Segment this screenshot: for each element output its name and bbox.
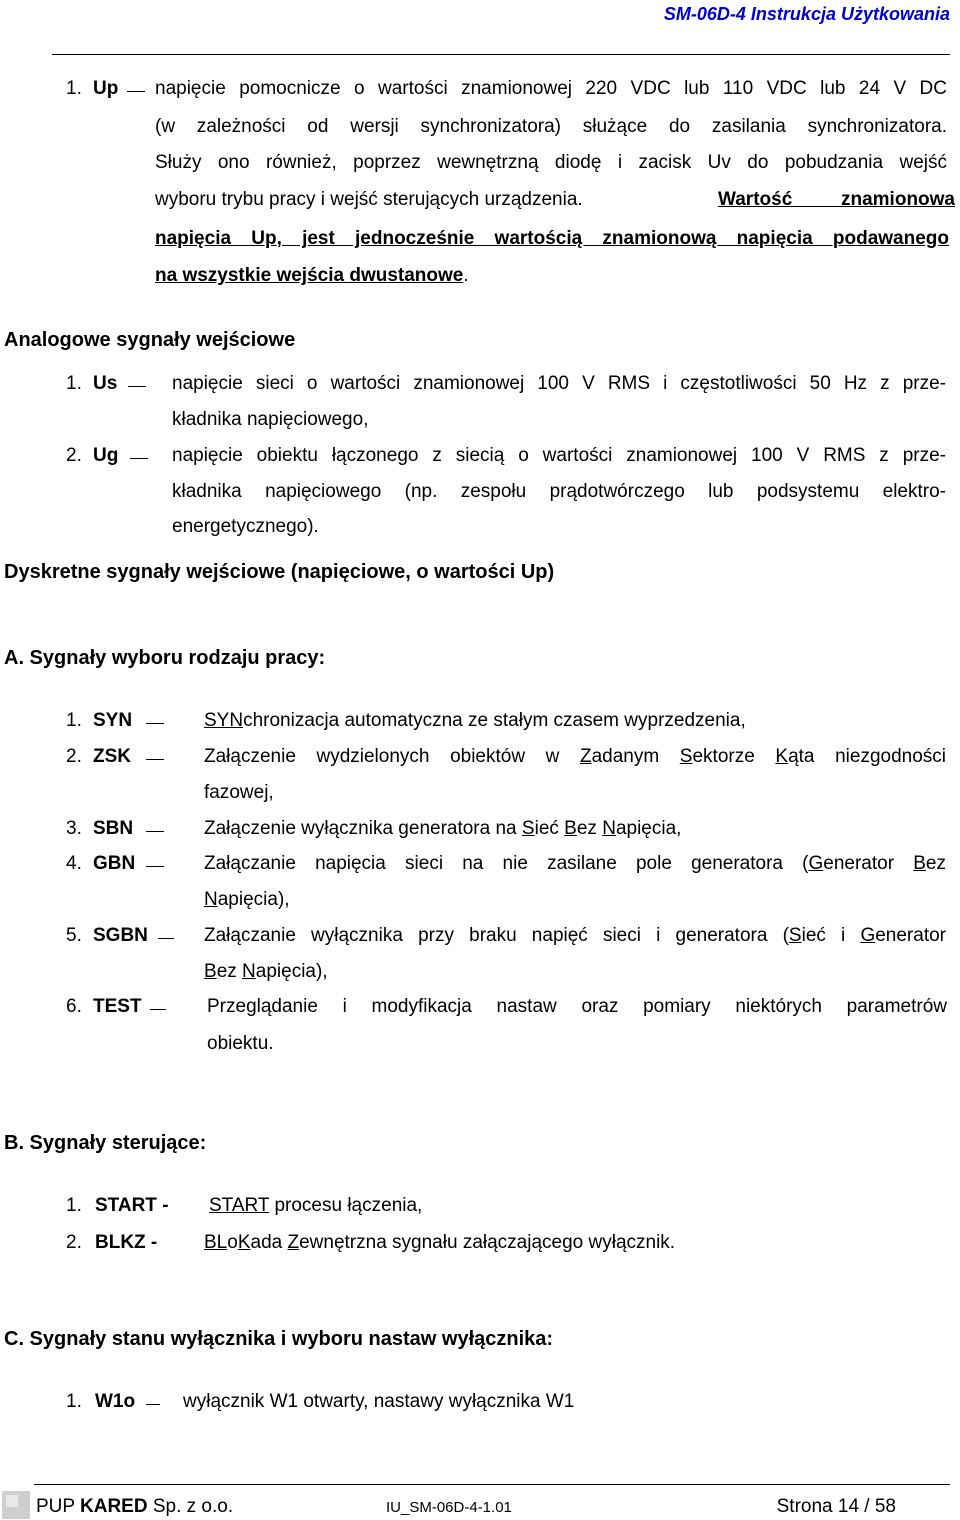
section-c-heading: C. Sygnały stanu wyłącznika i wyboru nastaw wyłącznika: (4, 1328, 554, 1350)
gbn-label: GBN (93, 853, 136, 874)
up-label: Up (93, 78, 119, 99)
test-line-2: obiektu. (207, 1033, 274, 1054)
zsk-label: ZSK (93, 746, 131, 767)
sbn-dash (146, 831, 164, 832)
up-line-6: na wszystkie wejścia dwustanowe. (155, 265, 469, 286)
start-label: START - (95, 1195, 169, 1216)
discrete-heading: Dyskretne sygnały wejściowe (napięciowe, o wartości Up) (4, 561, 555, 583)
us-dash (128, 386, 146, 387)
blkz-description: BLoKada Zewnętrzna sygnału załączającego wyłącznik. (204, 1232, 676, 1253)
sgbn-dash (158, 938, 174, 939)
start-description: START procesu łączenia, (209, 1195, 423, 1216)
sbn-label: SBN (93, 818, 134, 839)
footer-document-id: IU_SM-06D-4-1.01 (386, 1499, 512, 1516)
us-number: 1. (66, 373, 82, 394)
zsk-dash (146, 759, 164, 760)
blkz-number: 2. (66, 1232, 82, 1253)
sgbn-line-2: Bez Napięcia), (204, 961, 328, 982)
test-number: 6. (66, 996, 82, 1017)
up-line-4-plain: wyboru trybu pracy i wejść sterujących urządzenia. (155, 189, 583, 210)
sbn-description: Załączenie wyłącznika generatora na Sieć Bez Napięcia, (204, 818, 682, 839)
company-logo-icon (2, 1491, 30, 1519)
footer-divider (34, 1484, 950, 1485)
ug-label: Ug (93, 445, 119, 466)
analog-heading: Analogowe sygnały wejściowe (4, 329, 296, 351)
gbn-line-1: Załączanie napięcia sieci na nie zasilane pole generatora (Generator Bez (204, 853, 946, 874)
gbn-number: 4. (66, 853, 82, 874)
syn-dash (146, 723, 164, 724)
w1o-number: 1. (66, 1391, 82, 1412)
us-line-2: kładnika napięciowego, (172, 409, 369, 430)
syn-description: SYNchronizacja automatyczna ze stałym czasem wyprzedzenia, (204, 710, 746, 731)
zsk-line-1: Załączenie wydzielonych obiektów w Zadanym Sektorze Kąta niezgodności (204, 746, 946, 767)
footer-company: PUP KARED Sp. z o.o. (36, 1496, 234, 1517)
ug-line-1: napięcie obiektu łączonego z siecią o wartości znamionowej 100 V RMS z prze- (172, 445, 946, 466)
up-line-2: (w zależności od wersji synchronizatora) służące do zasilania synchronizatora. (155, 116, 947, 137)
w1o-description: wyłącznik W1 otwarty, nastawy wyłącznika W1 (183, 1391, 575, 1412)
test-line-1: Przeglądanie i modyfikacja nastaw oraz pomiary niektórych parametrów (207, 996, 947, 1017)
sgbn-line-1: Załączanie wyłącznika przy braku napięć sieci i generatora (Sieć i Generator (204, 925, 946, 946)
zsk-number: 2. (66, 746, 82, 767)
syn-label: SYN (93, 710, 133, 731)
w1o-label: W1o (95, 1391, 136, 1412)
start-number: 1. (66, 1195, 82, 1216)
gbn-line-2: Napięcia), (204, 889, 290, 910)
section-b-heading: B. Sygnały sterujące: (4, 1132, 207, 1154)
sbn-number: 3. (66, 818, 82, 839)
blkz-label: BLKZ - (95, 1232, 158, 1253)
footer-page-number: Strona 14 / 58 (776, 1496, 896, 1517)
ug-line-3: energetycznego). (172, 516, 319, 537)
us-line-1: napięcie sieci o wartości znamionowej 100 V RMS i częstotliwości 50 Hz z prze- (172, 373, 946, 394)
sgbn-label: SGBN (93, 925, 148, 946)
up-line-5: napięcia Up, jest jednocześnie wartością znamionową napięcia podawanego (155, 228, 949, 249)
ug-number: 2. (66, 445, 82, 466)
syn-number: 1. (66, 710, 82, 731)
test-dash (150, 1009, 166, 1010)
gbn-dash (146, 866, 164, 867)
w1o-dash (146, 1404, 160, 1405)
header-divider (52, 54, 950, 55)
section-a-heading: A. Sygnały wyboru rodzaju pracy: (4, 647, 326, 669)
up-line-3: Służy ono również, poprzez wewnętrzną diodę i zacisk Uv do pobudzania wejść (155, 152, 947, 173)
up-line-1: napięcie pomocnicze o wartości znamionowej 220 VDC lub 110 VDC lub 24 V DC (155, 78, 947, 99)
test-label: TEST (93, 996, 142, 1017)
up-line-4-bold: Wartość znamionowa (718, 189, 955, 210)
up-dash (127, 91, 145, 92)
up-number: 1. (66, 78, 82, 99)
zsk-line-2: fazowej, (204, 782, 274, 803)
us-label: Us (93, 373, 118, 394)
ug-line-2: kładnika napięciowego (np. zespołu prądotwórczego lub podsystemu elektro- (172, 481, 946, 502)
sgbn-number: 5. (66, 925, 82, 946)
document-header-title: SM-06D-4 Instrukcja Użytkowania (663, 4, 950, 24)
ug-dash (130, 458, 148, 459)
